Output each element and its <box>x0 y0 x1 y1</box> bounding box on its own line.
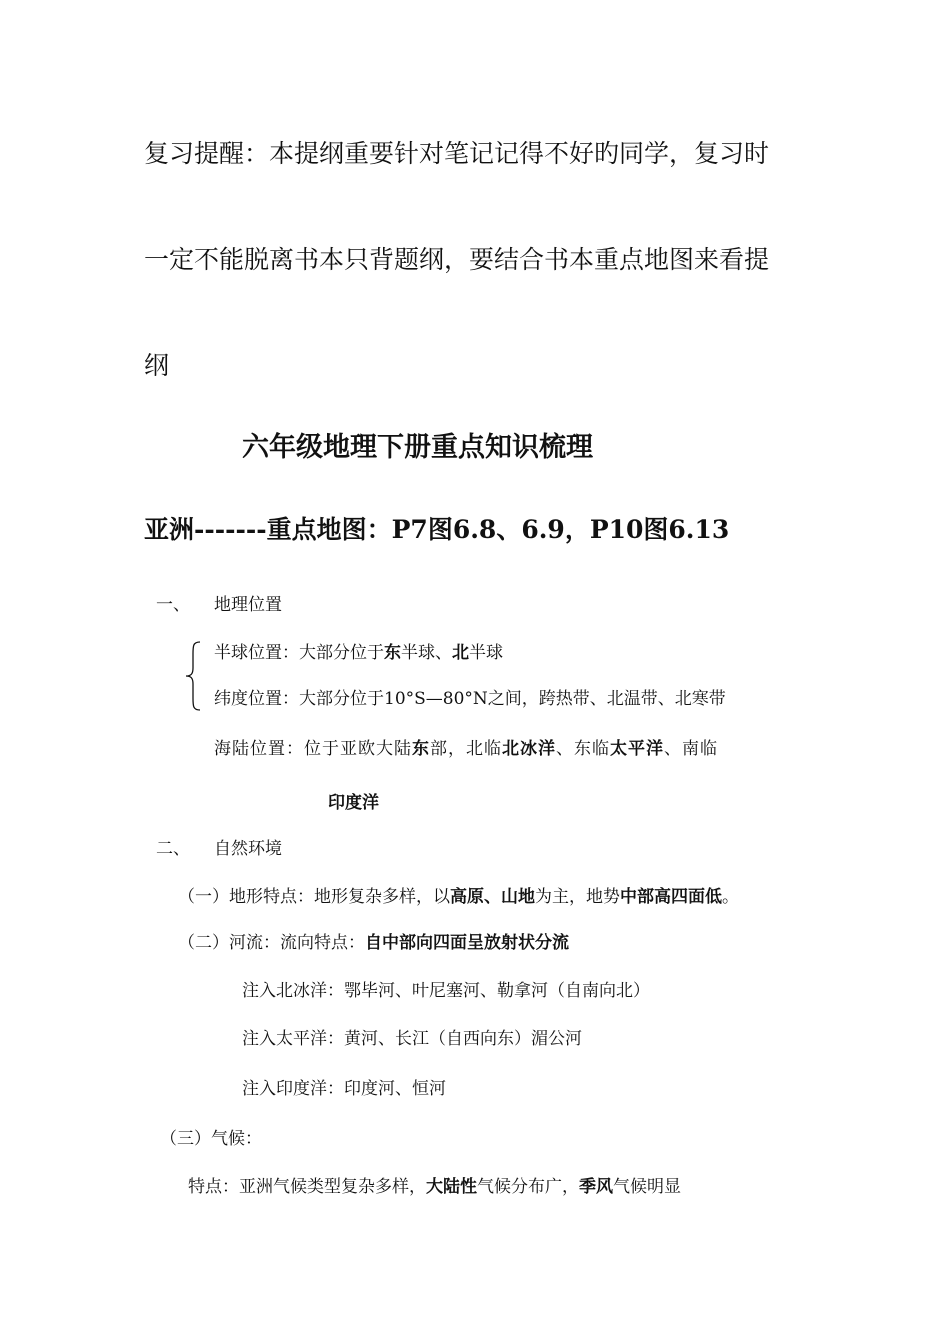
climate-features: 特点：亚洲气候类型复杂多样，大陆性气候分布广，季风气候明显 <box>188 1177 681 1197</box>
reminder-line-1: 复习提醒：本提纲重要针对笔记记得不好旳同学，复习时 <box>144 139 770 168</box>
river-features: （二）河流：流向特点：自中部向四面呈放射状分流 <box>178 933 569 953</box>
sea-land-position: 海陆位置：位于亚欧大陆东部，北临北冰洋、东临太平洋、南临 <box>214 739 718 759</box>
climate-label: （三）气候： <box>160 1129 262 1149</box>
brace-icon <box>184 640 204 712</box>
terrain-features: （一）地形特点：地形复杂多样，以高原、山地为主，地势中部高四面低。 <box>178 887 739 907</box>
sea-land-indian-ocean: 印度洋 <box>328 793 379 813</box>
document-title: 六年级地理下册重点知识梳理 <box>242 432 593 463</box>
reminder-line-3: 纲 <box>144 351 170 380</box>
rivers-pacific: 注入太平洋：黄河、长江（自西向东）湄公河 <box>242 1029 582 1049</box>
section1-number: 一、 <box>156 595 190 615</box>
section2-label: 自然环境 <box>214 839 282 859</box>
section1-label: 地理位置 <box>214 595 282 615</box>
latitude-position: 纬度位置：大部分位于10°S—80°N之间，跨热带、北温带、北寒带 <box>214 689 726 709</box>
rivers-arctic: 注入北冰洋：鄂毕河、叶尼塞河、勒拿河（自南向北） <box>242 981 650 1001</box>
reminder-line-2: 一定不能脱离书本只背题纲，要结合书本重点地图来看提 <box>144 245 770 274</box>
section2-number: 二、 <box>156 839 190 859</box>
asia-heading: 亚洲-------重点地图：P7图6.8、6.9，P10图6.13 <box>144 515 730 544</box>
hemisphere-position: 半球位置：大部分位于东半球、北半球 <box>214 643 503 663</box>
rivers-indian: 注入印度洋：印度河、恒河 <box>242 1079 446 1099</box>
